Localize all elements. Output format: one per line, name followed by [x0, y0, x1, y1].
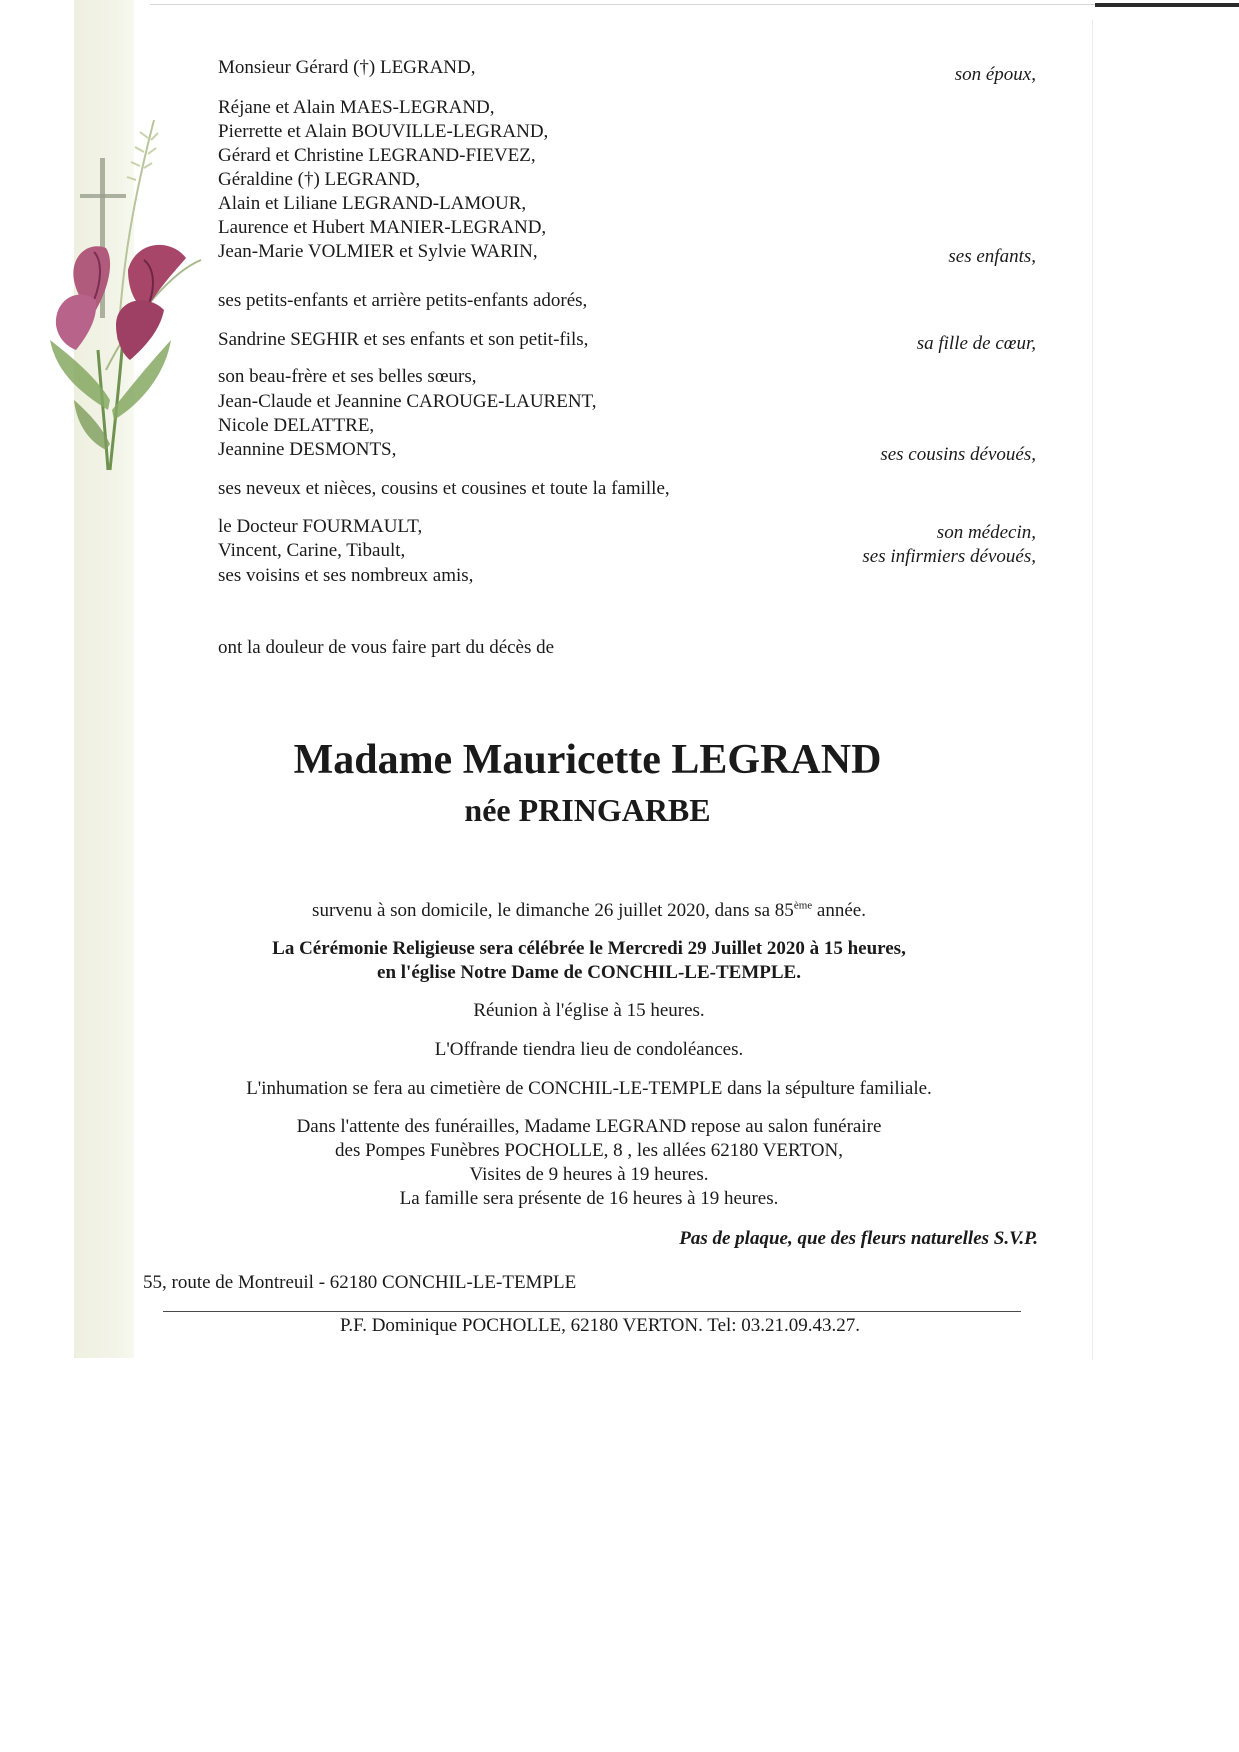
- family-line: Sandrine SEGHIR et ses enfants et son petit-fils,: [218, 329, 589, 350]
- salon-line-1: Dans l'attente des funérailles, Madame LEGRAND repose au salon funéraire: [296, 1116, 882, 1137]
- announcement-text: ont la douleur de vous faire part du décès de: [218, 637, 555, 658]
- family-line: ses voisins et ses nombreux amis,: [218, 565, 474, 586]
- death-text-end: année.: [812, 900, 866, 921]
- ceremony-line-2: en l'église Notre Dame de CONCHIL-LE-TEMPLE.: [377, 962, 801, 983]
- family-line: Vincent, Carine, Tibault,: [218, 540, 406, 561]
- family-line: Laurence et Hubert MANIER-LEGRAND,: [218, 217, 547, 238]
- relation-label: ses cousins dévoués,: [880, 444, 1036, 465]
- death-notice: [0, 900, 1178, 922]
- relation-label: ses infirmiers dévoués,: [862, 546, 1036, 567]
- family-line: Gérard et Christine LEGRAND-FIEVEZ,: [218, 145, 536, 166]
- family-line: Géraldine (†) LEGRAND,: [218, 169, 421, 190]
- offrande-line: L'Offrande tiendra lieu de condoléances.: [434, 1039, 744, 1060]
- relation-label: son époux,: [954, 64, 1036, 85]
- family-line: ses petits-enfants et arrière petits-enfants adorés,: [218, 290, 588, 311]
- footer-rule: [163, 1311, 1021, 1312]
- reunion-line: Réunion à l'église à 15 heures.: [473, 1000, 705, 1021]
- family-line: Jean-Marie VOLMIER et Sylvie WARIN,: [218, 241, 538, 262]
- top-thin-rule: [150, 4, 1095, 5]
- family-line: ses neveux et nièces, cousins et cousines et toute la famille,: [218, 478, 670, 499]
- relation-label: sa fille de cœur,: [916, 333, 1036, 354]
- top-right-rule: [1095, 3, 1239, 7]
- family-line: Monsieur Gérard (†) LEGRAND,: [218, 57, 476, 78]
- family-line: son beau-frère et ses belles sœurs,: [218, 366, 477, 387]
- ordinal-suffix: ème: [793, 899, 813, 912]
- family-line: Alain et Liliane LEGRAND-LAMOUR,: [218, 193, 527, 214]
- ceremony-line-1: La Cérémonie Religieuse sera célébrée le Mercredi 29 Juillet 2020 à 15 heures,: [272, 938, 906, 959]
- relation-label: son médecin,: [936, 522, 1036, 543]
- salon-line-2: des Pompes Funèbres POCHOLLE, 8 , les allées 62180 VERTON,: [335, 1140, 843, 1161]
- family-line: Nicole DELATTRE,: [218, 415, 375, 436]
- cross-and-calla-lily-illustration: [36, 110, 206, 480]
- death-text: survenu à son domicile, le dimanche 26 juillet 2020, dans sa 85: [312, 900, 794, 921]
- deceased-maiden-name: née PRINGARBE: [464, 792, 711, 828]
- funeral-home-footer: P.F. Dominique POCHOLLE, 62180 VERTON. Tel: 03.21.09.43.27.: [339, 1315, 861, 1336]
- family-line: Pierrette et Alain BOUVILLE-LEGRAND,: [218, 121, 549, 142]
- inhumation-line: L'inhumation se fera au cimetière de CONCHIL-LE-TEMPLE dans la sépulture familiale.: [246, 1078, 932, 1099]
- family-address: 55, route de Montreuil - 62180 CONCHIL-LE-TEMPLE: [143, 1272, 577, 1293]
- relation-label: ses enfants,: [948, 246, 1036, 267]
- family-line: Jean-Claude et Jeannine CAROUGE-LAURENT,: [218, 391, 597, 412]
- deceased-name: Madame Mauricette LEGRAND: [293, 737, 882, 783]
- visites-line: Visites de 9 heures à 19 heures.: [469, 1164, 709, 1185]
- family-line: le Docteur FOURMAULT,: [218, 516, 423, 537]
- family-line: Jeannine DESMONTS,: [218, 439, 397, 460]
- flowers-request: Pas de plaque, que des fleurs naturelles S.V.P.: [679, 1228, 1038, 1249]
- presence-line: La famille sera présente de 16 heures à 19 heures.: [399, 1188, 779, 1209]
- family-line: Réjane et Alain MAES-LEGRAND,: [218, 97, 495, 118]
